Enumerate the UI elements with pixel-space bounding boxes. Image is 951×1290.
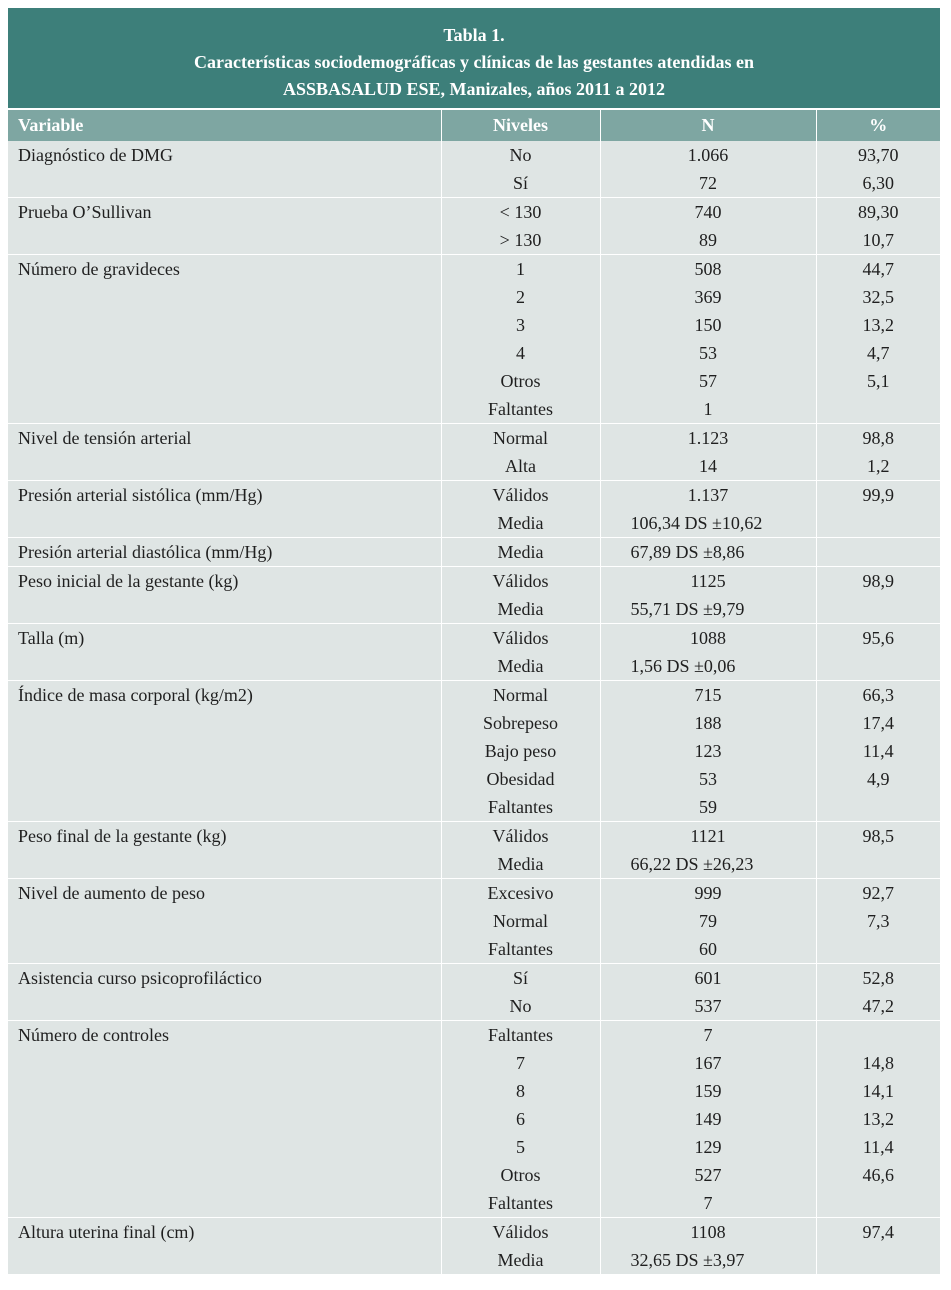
variable-cell: Presión arterial diastólica (mm/Hg) bbox=[8, 538, 441, 567]
percent-cell bbox=[816, 538, 940, 567]
count-cell: 60 bbox=[600, 935, 816, 964]
mean-sd-cell: 106,34 DS ±10,62 bbox=[600, 509, 816, 538]
table-caption bbox=[8, 8, 940, 108]
percent-cell: 4,9 bbox=[816, 765, 940, 793]
count-cell: 57 bbox=[600, 367, 816, 395]
count-cell: 159 bbox=[600, 1077, 816, 1105]
level-cell: < 130 bbox=[441, 198, 600, 227]
table-title-line-1: Características sociodemográficas y clínicas de las gestantes atendidas en bbox=[194, 52, 754, 72]
level-cell: Válidos bbox=[441, 624, 600, 653]
header-row bbox=[8, 109, 940, 141]
count-cell: 1108 bbox=[600, 1218, 816, 1247]
level-cell: 2 bbox=[441, 283, 600, 311]
percent-cell: 5,1 bbox=[816, 367, 940, 395]
variable-cell: Índice de masa corporal (kg/m2) bbox=[8, 681, 441, 822]
mean-sd-cell: 1,56 DS ±0,06 bbox=[600, 652, 816, 681]
table-title-line-2: ASSBASALUD ESE, Manizales, años 2011 a 2012 bbox=[282, 79, 666, 99]
mean-sd-cell: 67,89 DS ±8,86 bbox=[600, 538, 816, 567]
level-cell: Faltantes bbox=[441, 1021, 600, 1050]
level-cell: 7 bbox=[441, 1049, 600, 1077]
level-cell: Válidos bbox=[441, 481, 600, 510]
count-cell: 149 bbox=[600, 1105, 816, 1133]
level-cell: 6 bbox=[441, 1105, 600, 1133]
variable-cell: Número de controles bbox=[8, 1021, 441, 1218]
percent-cell: 52,8 bbox=[816, 964, 940, 993]
percent-cell: 13,2 bbox=[816, 1105, 940, 1133]
percent-cell: 17,4 bbox=[816, 709, 940, 737]
count-cell: 123 bbox=[600, 737, 816, 765]
count-cell: 740 bbox=[600, 198, 816, 227]
count-cell: 59 bbox=[600, 793, 816, 822]
level-cell: Otros bbox=[441, 1161, 600, 1189]
table-row bbox=[8, 879, 940, 908]
count-cell: 537 bbox=[600, 992, 816, 1021]
count-cell: 1.137 bbox=[600, 481, 816, 510]
table-row bbox=[8, 1021, 940, 1050]
count-cell: 601 bbox=[600, 964, 816, 993]
level-cell: Media bbox=[441, 509, 600, 538]
mean-sd-cell: 55,71 DS ±9,79 bbox=[600, 595, 816, 624]
table-row bbox=[8, 964, 940, 993]
level-cell: Válidos bbox=[441, 567, 600, 596]
level-cell: Faltantes bbox=[441, 395, 600, 424]
count-cell: 7 bbox=[600, 1189, 816, 1218]
table-row bbox=[8, 567, 940, 596]
percent-cell bbox=[816, 793, 940, 822]
level-cell: Media bbox=[441, 595, 600, 624]
variable-cell: Presión arterial sistólica (mm/Hg) bbox=[8, 481, 441, 538]
percent-cell: 7,3 bbox=[816, 907, 940, 935]
count-cell: 369 bbox=[600, 283, 816, 311]
percent-cell: 11,4 bbox=[816, 737, 940, 765]
percent-cell: 46,6 bbox=[816, 1161, 940, 1189]
percent-cell: 14,8 bbox=[816, 1049, 940, 1077]
percent-cell: 98,8 bbox=[816, 424, 940, 453]
header-percent: % bbox=[816, 109, 940, 141]
percent-cell: 99,9 bbox=[816, 481, 940, 510]
level-cell: Media bbox=[441, 652, 600, 681]
percent-cell: 66,3 bbox=[816, 681, 940, 710]
percent-cell: 32,5 bbox=[816, 283, 940, 311]
mean-sd-cell: 32,65 DS ±3,97 bbox=[600, 1246, 816, 1274]
level-cell: Faltantes bbox=[441, 935, 600, 964]
level-cell: No bbox=[441, 992, 600, 1021]
table-row bbox=[8, 481, 940, 510]
percent-cell bbox=[816, 935, 940, 964]
percent-cell bbox=[816, 850, 940, 879]
variable-cell: Prueba O’Sullivan bbox=[8, 198, 441, 255]
mean-sd-cell: 66,22 DS ±26,23 bbox=[600, 850, 816, 879]
level-cell: Sí bbox=[441, 964, 600, 993]
percent-cell: 98,5 bbox=[816, 822, 940, 851]
table-figure bbox=[8, 8, 940, 1274]
level-cell: Sobrepeso bbox=[441, 709, 600, 737]
count-cell: 89 bbox=[600, 226, 816, 255]
variable-cell: Nivel de aumento de peso bbox=[8, 879, 441, 964]
count-cell: 150 bbox=[600, 311, 816, 339]
variable-cell: Altura uterina final (cm) bbox=[8, 1218, 441, 1275]
level-cell: 4 bbox=[441, 339, 600, 367]
percent-cell: 92,7 bbox=[816, 879, 940, 908]
level-cell: Alta bbox=[441, 452, 600, 481]
level-cell: No bbox=[441, 141, 600, 169]
count-cell: 715 bbox=[600, 681, 816, 710]
count-cell: 167 bbox=[600, 1049, 816, 1077]
level-cell: Válidos bbox=[441, 1218, 600, 1247]
percent-cell: 89,30 bbox=[816, 198, 940, 227]
count-cell: 1.066 bbox=[600, 141, 816, 169]
level-cell: 5 bbox=[441, 1133, 600, 1161]
count-cell: 72 bbox=[600, 169, 816, 198]
level-cell: Bajo peso bbox=[441, 737, 600, 765]
level-cell: Normal bbox=[441, 424, 600, 453]
percent-cell bbox=[816, 395, 940, 424]
percent-cell: 1,2 bbox=[816, 452, 940, 481]
table-row bbox=[8, 1218, 940, 1247]
count-cell: 1088 bbox=[600, 624, 816, 653]
variable-cell: Peso final de la gestante (kg) bbox=[8, 822, 441, 879]
percent-cell bbox=[816, 1021, 940, 1050]
level-cell: Faltantes bbox=[441, 793, 600, 822]
level-cell: 1 bbox=[441, 255, 600, 284]
variable-cell: Asistencia curso psicoprofiláctico bbox=[8, 964, 441, 1021]
count-cell: 508 bbox=[600, 255, 816, 284]
level-cell: Otros bbox=[441, 367, 600, 395]
data-table bbox=[8, 108, 940, 1274]
count-cell: 53 bbox=[600, 765, 816, 793]
count-cell: 1121 bbox=[600, 822, 816, 851]
count-cell: 79 bbox=[600, 907, 816, 935]
header-niveles: Niveles bbox=[441, 109, 600, 141]
percent-cell bbox=[816, 509, 940, 538]
table-row bbox=[8, 681, 940, 710]
level-cell: Obesidad bbox=[441, 765, 600, 793]
percent-cell: 47,2 bbox=[816, 992, 940, 1021]
percent-cell bbox=[816, 652, 940, 681]
count-cell: 129 bbox=[600, 1133, 816, 1161]
percent-cell bbox=[816, 1189, 940, 1218]
level-cell: Faltantes bbox=[441, 1189, 600, 1218]
percent-cell: 14,1 bbox=[816, 1077, 940, 1105]
table-row bbox=[8, 424, 940, 453]
percent-cell: 97,4 bbox=[816, 1218, 940, 1247]
percent-cell: 10,7 bbox=[816, 226, 940, 255]
percent-cell: 11,4 bbox=[816, 1133, 940, 1161]
percent-cell: 13,2 bbox=[816, 311, 940, 339]
percent-cell: 98,9 bbox=[816, 567, 940, 596]
table-row bbox=[8, 538, 940, 567]
table-row bbox=[8, 822, 940, 851]
count-cell: 1.123 bbox=[600, 424, 816, 453]
percent-cell: 4,7 bbox=[816, 339, 940, 367]
variable-cell: Talla (m) bbox=[8, 624, 441, 681]
count-cell: 999 bbox=[600, 879, 816, 908]
count-cell: 53 bbox=[600, 339, 816, 367]
table-number: Tabla 1. bbox=[443, 25, 505, 45]
percent-cell: 44,7 bbox=[816, 255, 940, 284]
percent-cell bbox=[816, 595, 940, 624]
count-cell: 7 bbox=[600, 1021, 816, 1050]
percent-cell: 95,6 bbox=[816, 624, 940, 653]
variable-cell: Nivel de tensión arterial bbox=[8, 424, 441, 481]
count-cell: 1 bbox=[600, 395, 816, 424]
level-cell: Válidos bbox=[441, 822, 600, 851]
header-n: N bbox=[600, 109, 816, 141]
table-row bbox=[8, 255, 940, 284]
variable-cell: Número de gravideces bbox=[8, 255, 441, 424]
table-row bbox=[8, 624, 940, 653]
level-cell: Media bbox=[441, 850, 600, 879]
count-cell: 14 bbox=[600, 452, 816, 481]
count-cell: 527 bbox=[600, 1161, 816, 1189]
level-cell: 8 bbox=[441, 1077, 600, 1105]
table-body bbox=[8, 141, 940, 1274]
level-cell: Sí bbox=[441, 169, 600, 198]
variable-cell: Diagnóstico de DMG bbox=[8, 141, 441, 198]
level-cell: 3 bbox=[441, 311, 600, 339]
percent-cell bbox=[816, 1246, 940, 1274]
level-cell: Media bbox=[441, 538, 600, 567]
percent-cell: 6,30 bbox=[816, 169, 940, 198]
variable-cell: Peso inicial de la gestante (kg) bbox=[8, 567, 441, 624]
percent-cell: 93,70 bbox=[816, 141, 940, 169]
level-cell: > 130 bbox=[441, 226, 600, 255]
level-cell: Normal bbox=[441, 907, 600, 935]
table-row bbox=[8, 141, 940, 169]
level-cell: Excesivo bbox=[441, 879, 600, 908]
level-cell: Normal bbox=[441, 681, 600, 710]
count-cell: 188 bbox=[600, 709, 816, 737]
count-cell: 1125 bbox=[600, 567, 816, 596]
level-cell: Media bbox=[441, 1246, 600, 1274]
header-variable: Variable bbox=[8, 109, 441, 141]
table-row bbox=[8, 198, 940, 227]
